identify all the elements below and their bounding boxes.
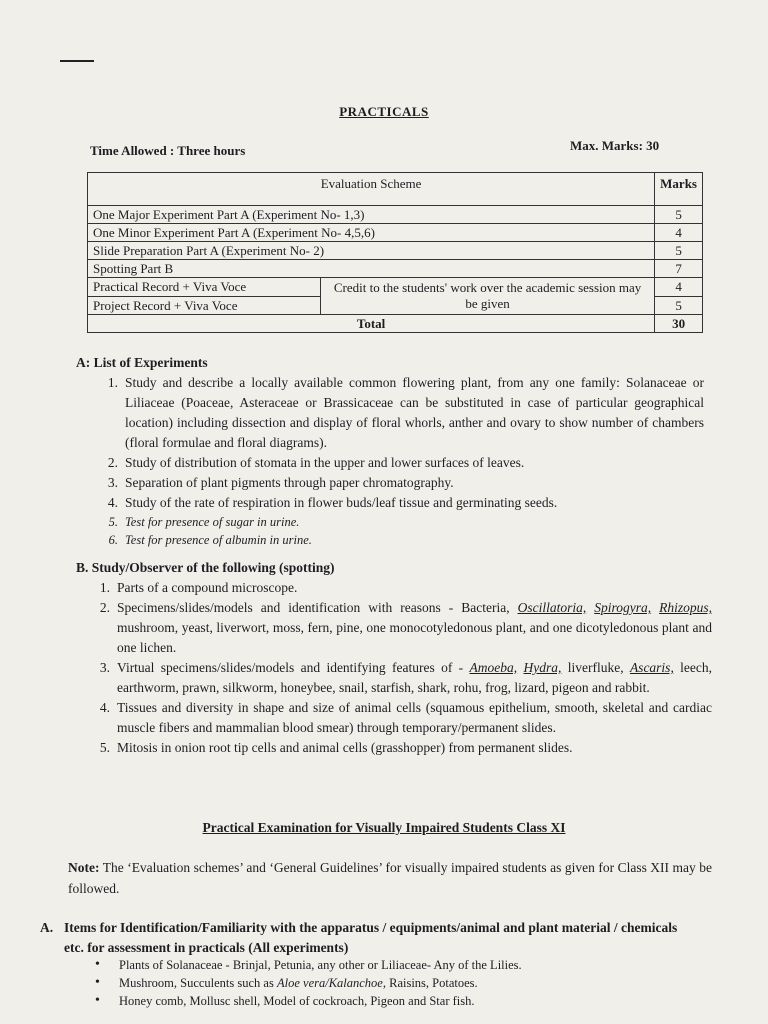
col-header-marks: Marks — [655, 173, 703, 206]
max-marks: Max. Marks: 30 — [570, 138, 660, 153]
list-item: 5. Mitosis in onion root tip cells and animal cells (grasshopper) from permanent slides. — [99, 740, 573, 755]
list-item: • Mushroom, Succulents such as Aloe vera/Kalanchoe, Raisins, Potatoes. — [95, 974, 715, 992]
section-b — [76, 558, 712, 758]
total-marks: 30 — [655, 315, 703, 333]
list-item: 4. Study of the rate of respiration in flower buds/leaf tissue and germinating seeds. — [107, 495, 558, 510]
row-label: Project Record + Viva Voce — [88, 296, 321, 315]
list-item: 1. Study and describe a locally available common flowering plant, from any one family: Solanaceae or Liliaceae (Poaceae, Asteraceae or Brassicaceae can be substituted in case of particular geographical location) including dissection and display of floral whorls, anther and ovary to show number of chambers (floral formulae and floral diagrams). — [107, 375, 704, 450]
row-marks: 5 — [655, 206, 703, 224]
table-row — [88, 278, 703, 297]
note-paragraph — [68, 857, 712, 899]
list-item: 6. Test for presence of albumin in urine. — [108, 533, 312, 547]
row-label: One Major Experiment Part A (Experiment No- 1,3) — [88, 206, 655, 224]
total-label: Total — [88, 315, 655, 333]
list-item: 3. Separation of plant pigments through paper chromatography. — [107, 475, 454, 490]
total-row — [88, 315, 703, 333]
table-row — [88, 224, 703, 242]
experiment-list — [76, 373, 704, 549]
table-row — [88, 260, 703, 278]
row-marks: 7 — [655, 260, 703, 278]
list-item: 3. Virtual specimens/slides/models and identifying features of - Amoeba, Hydra, liverfluke, Ascaris, leech, earthworm, prawn, silkworm, honeybee, snail, starfish, shark, rohu, frog, lizard, pigeon and rabbit. — [99, 660, 713, 695]
row-marks: 5 — [655, 296, 703, 315]
page-title: PRACTICALS — [339, 104, 429, 119]
spotting-list — [76, 578, 712, 758]
col-header-scheme: Evaluation Scheme — [88, 173, 655, 206]
time-allowed: Time Allowed : Three hours — [90, 143, 246, 158]
table-row — [88, 242, 703, 260]
row-marks: 5 — [655, 242, 703, 260]
bullet-list — [95, 956, 715, 1010]
evaluation-table — [87, 172, 703, 333]
row-label: Slide Preparation Part A (Experiment No- 2) — [88, 242, 655, 260]
section-b-heading: B. Study/Observer of the following (spotting) — [76, 560, 335, 575]
list-item: 2. Specimens/slides/models and identification with reasons - Bacteria, Oscillatoria, Spirogyra, Rhizopus, mushroom, yeast, liverwort, moss, fern, pine, one monocotyledonous plant, and one dicotyledonous plant and one lichen. — [99, 600, 713, 655]
row-marks: 4 — [655, 278, 703, 297]
list-item: 5. Test for presence of sugar in urine. — [108, 515, 300, 529]
section-a — [76, 353, 704, 549]
section-a2 — [40, 918, 700, 958]
list-item: • Honey comb, Mollusc shell, Model of cockroach, Pigeon and Star fish. — [95, 992, 715, 1010]
section-a2-heading: A. Items for Identification/Familiarity with the apparatus / equipments/animal and plant material / chemicals etc. for assessment in practicals (All experiments) — [40, 920, 678, 955]
row-label: One Minor Experiment Part A (Experiment No- 4,5,6) — [88, 224, 655, 242]
row-label: Spotting Part B — [88, 260, 655, 278]
list-item: 4. Tissues and diversity in shape and size of animal cells (squamous epithelium, smooth, skeletal and cardiac muscle fibers and mammalian blood smear) through temporary/permanent slides. — [99, 700, 712, 735]
row-marks: 4 — [655, 224, 703, 242]
section-a-heading: A: List of Experiments — [76, 355, 208, 370]
credit-note: Credit to the students' work over the academic session may be given — [321, 278, 655, 315]
exam-title: Practical Examination for Visually Impaired Students Class XI — [202, 820, 566, 835]
table-row — [88, 206, 703, 224]
note-label: Note: — [68, 860, 100, 875]
list-item: • Plants of Solanaceae - Brinjal, Petunia, any other or Liliaceae- Any of the Lilies. — [95, 956, 715, 974]
page-mark — [60, 60, 94, 62]
list-item: 1. Parts of a compound microscope. — [99, 580, 298, 595]
row-label: Practical Record + Viva Voce — [88, 278, 321, 297]
note-text: The ‘Evaluation schemes’ and ‘General Guidelines’ for visually impaired students as given for Class XII may be followed. — [68, 860, 712, 896]
list-item: 2. Study of distribution of stomata in the upper and lower surfaces of leaves. — [107, 455, 525, 470]
table-header-row — [88, 173, 703, 206]
